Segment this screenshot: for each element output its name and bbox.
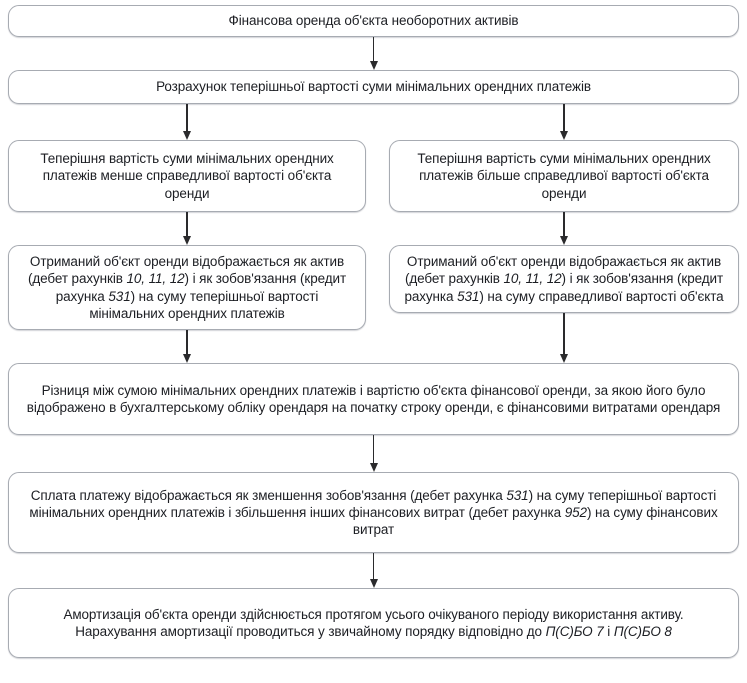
connector-calc-to-condition-greater [389, 104, 739, 140]
connector-payment-to-amortization [8, 553, 739, 588]
connector-condition-greater-to-recognition [389, 212, 739, 245]
branch-left [8, 104, 366, 363]
node-present-value-calculation-label: Розрахунок теперішньої вартості суми мінімальних орендних платежів [156, 79, 591, 95]
node-payment-recognition-label: Сплата платежу відображається як зменшення зобов'язання (дебет рахунка 531) на суму теперішньої вартості мінімальних орендних платежів і збільшення інших фінансових витрат (дебет рахунка 952) на суму фінансових витрат [29, 487, 718, 538]
node-condition-greater-label: Теперішня вартість суми мінімальних орендних платежів більше справедливої вартості об'єкта оренди [417, 151, 711, 201]
arrow-down-icon [370, 553, 378, 588]
arrow-down-icon [183, 212, 191, 245]
node-condition-greater-than-fair-value [389, 140, 739, 212]
arrow-down-icon [370, 435, 378, 472]
arrow-down-icon [560, 313, 568, 363]
node-amortization [8, 588, 739, 658]
connector-calc-to-condition-less [8, 104, 366, 140]
arrow-down-icon [183, 330, 191, 363]
connector-recognition-right-to-difference [389, 313, 739, 363]
node-condition-less-than-fair-value [8, 140, 366, 212]
arrow-down-icon [370, 37, 378, 70]
node-recognition-present-value [8, 245, 366, 330]
connector-difference-to-payment [8, 435, 739, 472]
node-financial-lease [8, 5, 739, 37]
connector-recognition-left-to-difference [8, 330, 366, 363]
node-recognition-present-value-label: Отриманий об'єкт оренди відображається як актив (дебет рахунків 10, 11, 12) і як зобов'язання (кредит рахунка 531) на суму теперішньої вартості мінімальних орендних платежів [27, 254, 347, 321]
arrow-down-icon [560, 212, 568, 245]
branch-right [389, 104, 739, 363]
node-financial-lease-label: Фінансова оренда об'єкта необоротних активів [228, 13, 519, 29]
node-present-value-calculation [8, 70, 739, 104]
node-amortization-label: Амортизація об'єкта оренди здійснюється протягом усього очікуваного періоду використання активу. Нарахування амортизації проводиться у звичайному порядку відповідно до П(С)БО 7 і П(С)БО 8 [63, 606, 684, 640]
branch-section [8, 104, 739, 363]
node-condition-less-label: Теперішня вартість суми мінімальних орендних платежів менше справедливої вартості об'єкта оренди [40, 151, 334, 201]
node-payment-recognition [8, 472, 739, 553]
node-finance-expense-difference [8, 363, 739, 435]
connector-lease-to-calc [8, 37, 739, 70]
arrow-down-icon [183, 104, 191, 140]
node-finance-expense-difference-label: Різниця між сумою мінімальних орендних платежів і вартістю об'єкта фінансової оренди, за якою його було відображено в бухгалтерському обліку орендаря на початку строку оренди, є фінансовими витратами орендаря [26, 382, 721, 416]
node-recognition-fair-value [389, 245, 739, 313]
node-recognition-fair-value-label: Отриманий об'єкт оренди відображається як актив (дебет рахунків 10, 11, 12) і як зобов'язання (кредит рахунка 531) на суму справедливої вартості об'єкта [404, 254, 724, 304]
connector-condition-less-to-recognition [8, 212, 366, 245]
arrow-down-icon [560, 104, 568, 140]
